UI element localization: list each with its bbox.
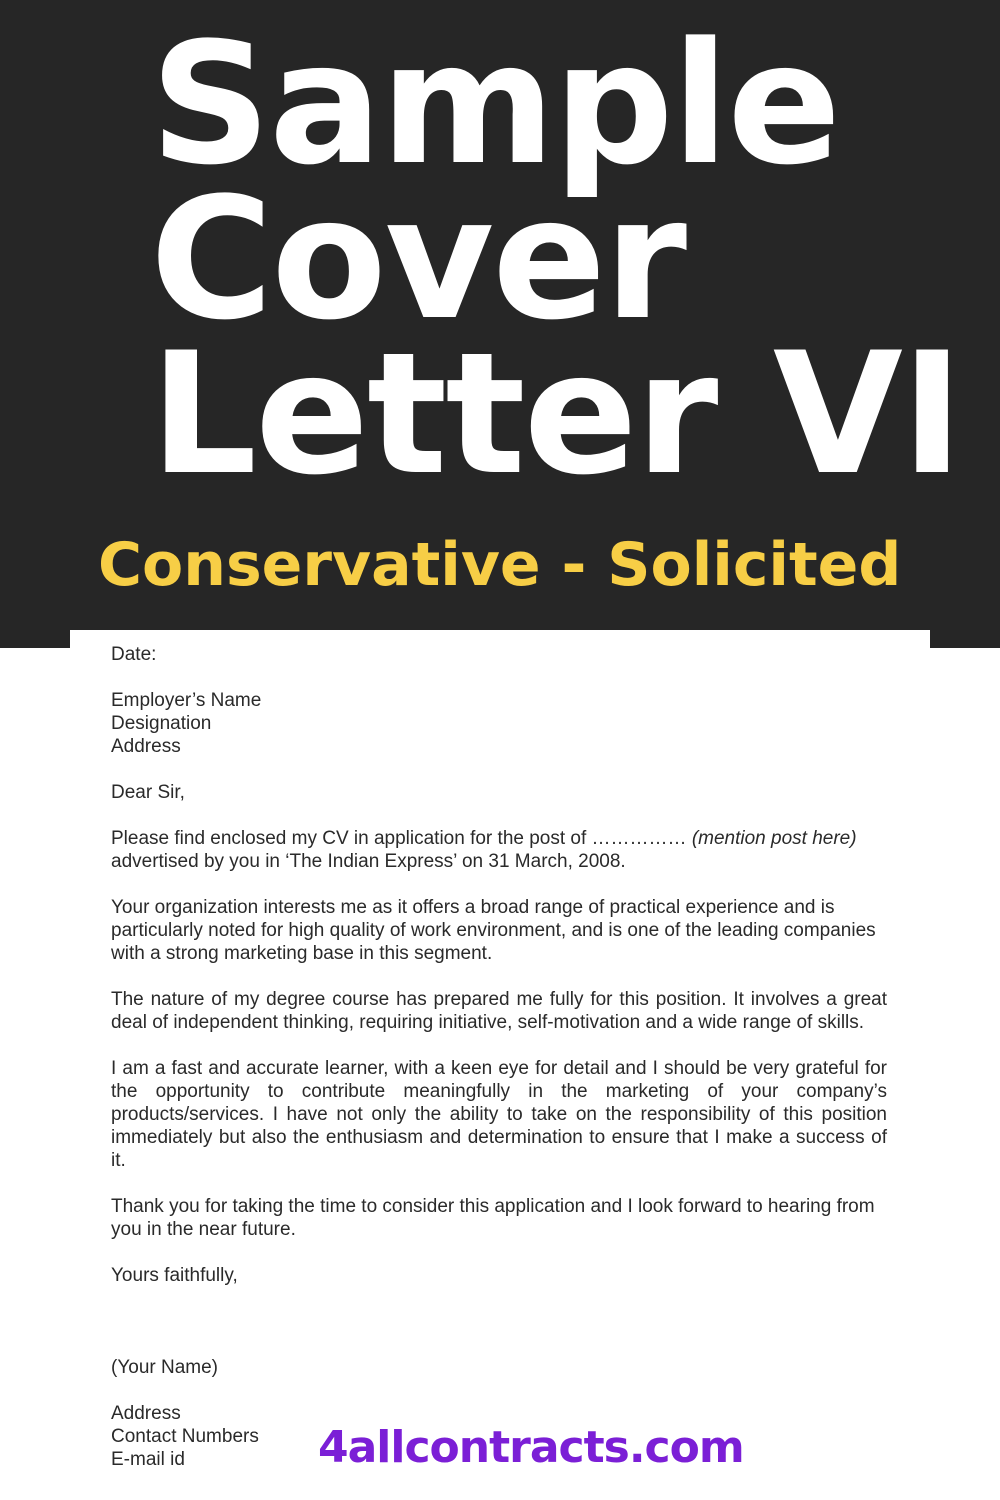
paragraph-5: Thank you for taking the time to consider this application and I look forward to hearing from you in the near future. [111,1196,875,1240]
recipient-name: Employer’s Name [111,690,262,711]
title-line-3: Letter VI [150,316,962,512]
paragraph-1 [111,827,887,873]
salutation: Dear Sir, [111,782,185,803]
subtitle: Conservative - Solicited [98,530,902,600]
paragraph-4: I am a fast and accurate learner, with a keen eye for detail and I should be very grateful for the opportunity to contribute meaningfully in the marketing of your company’s products/services. I have not only the ability to take on the responsibility of this position immediately but also the enthusiasm and determination to ensure that I make a success of it. [111,1058,887,1171]
sender-address: Address [111,1403,181,1424]
paragraph-1-start: Please find enclosed my CV in application for the post of …………… [111,828,692,849]
paragraph-2: Your organization interests me as it offers a broad range of practical experience and is particularly noted for high quality of work environment, and is one of the leading companies with a strong marketing base in this segment. [111,897,876,964]
date-line: Date: [111,644,157,665]
paragraph-3: The nature of my degree course has prepared me fully for this position. It involves a great deal of independent thinking, requiring initiative, self-motivation and a wide range of skills. [111,989,887,1033]
paragraph-1-italic: (mention post here) [691,828,857,849]
closing: Yours faithfully, [111,1265,238,1286]
paragraph-1-end: advertised by you in ‘The Indian Express’ on 31 March, 2008. [111,851,626,872]
recipient-address: Address [111,736,181,757]
signature-name: (Your Name) [111,1357,219,1378]
sender-email: E-mail id [111,1449,185,1470]
cover-letter [111,643,887,1471]
recipient-designation: Designation [111,713,212,734]
title-line-1: Sample [150,6,840,202]
site-watermark: 4allcontracts.com [318,1422,744,1473]
header-banner [0,0,1000,648]
title-line-2: Cover [150,161,686,357]
sender-contact: Contact Numbers [111,1426,259,1447]
